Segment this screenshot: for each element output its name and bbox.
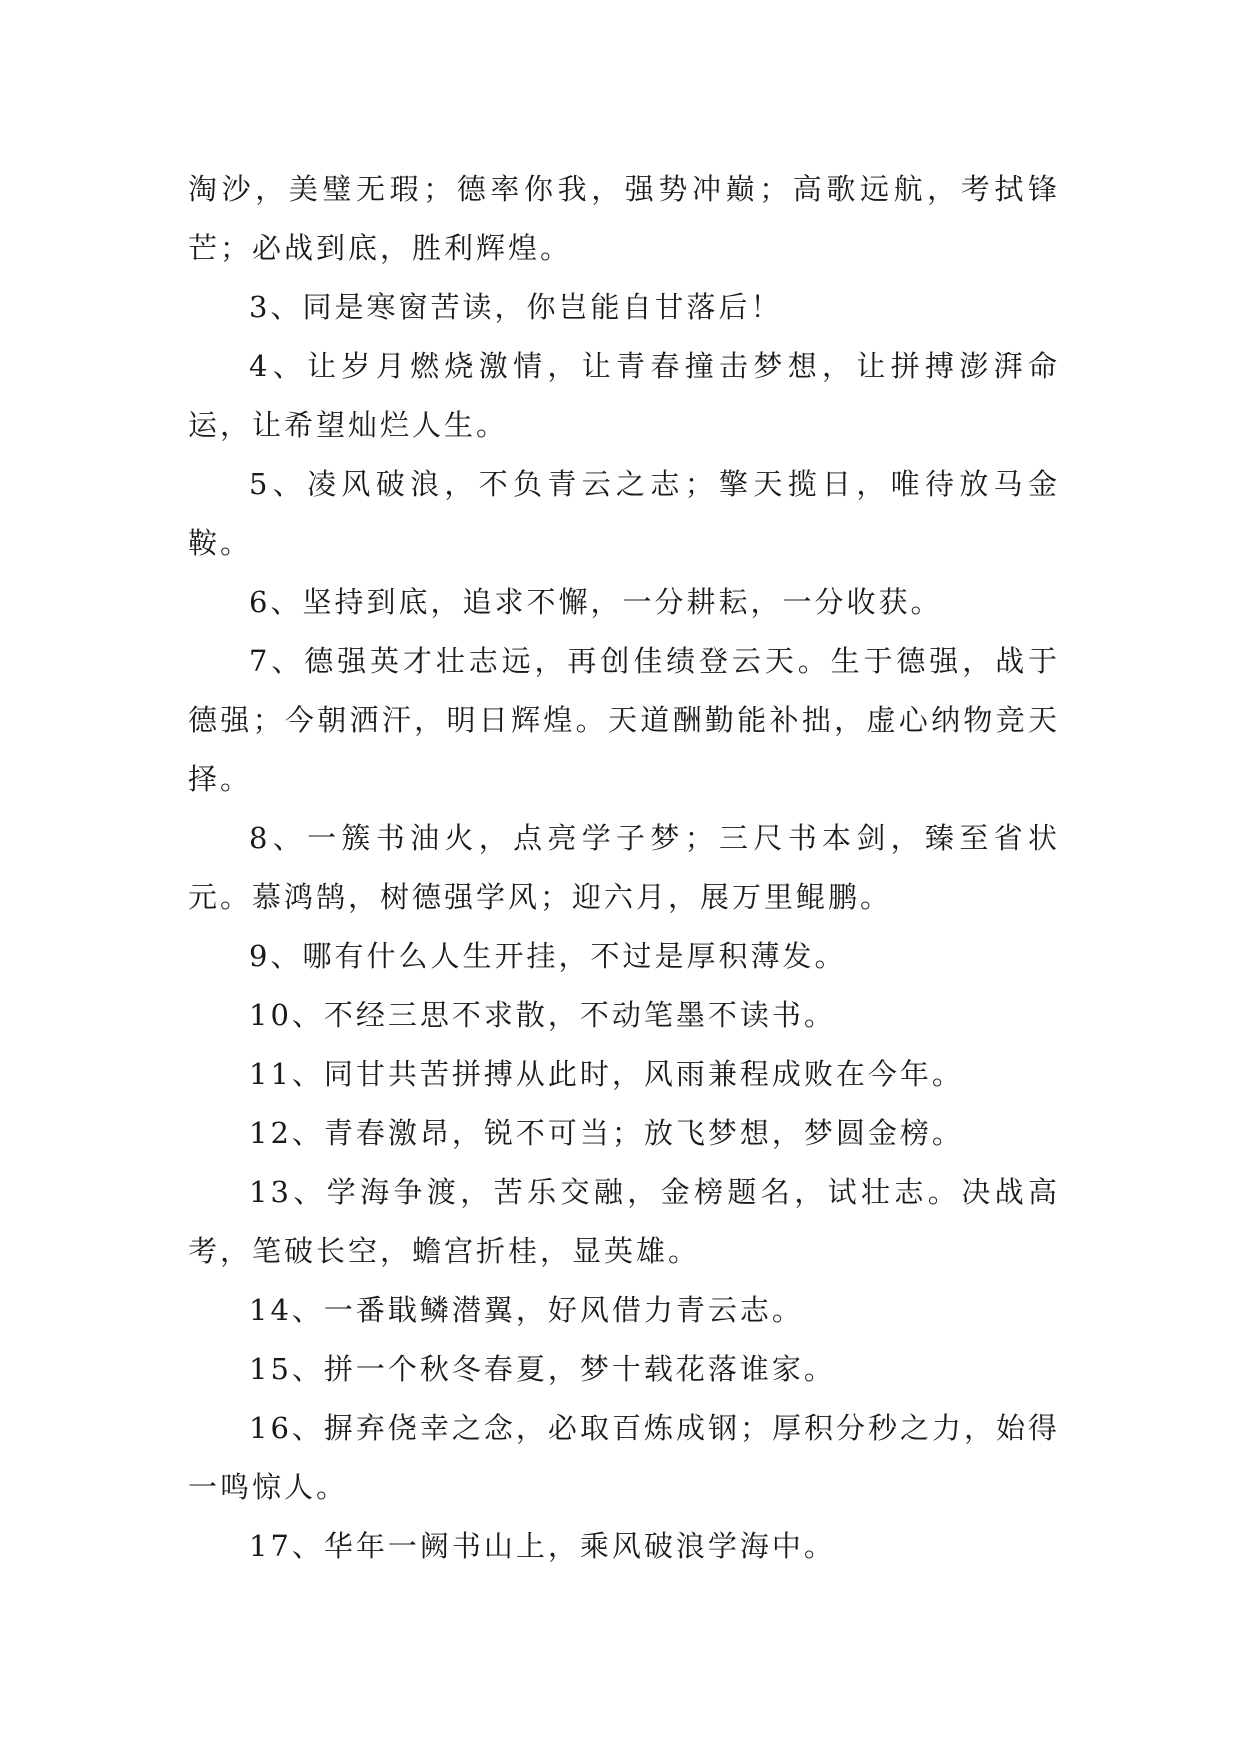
paragraph-item-8: 8、一簇书油火，点亮学子梦；三尺书本剑，臻至省状元。慕鸿鹄，树德强学风；迎六月，展万里鲲鹏。 [188, 821, 1060, 914]
paragraph-item-7: 7、德强英才壮志远，再创佳绩登云天。生于德强，战于德强；今朝洒汗，明日辉煌。天道酬勤能补拙，虚心纳物竞天择。 [188, 644, 1060, 796]
paragraph-item-3: 3、同是寒窗苦读，你岂能自甘落后！ [249, 290, 783, 324]
paragraph-item-9: 9、哪有什么人生开挂，不过是厚积薄发。 [249, 939, 847, 973]
paragraph-item-13: 13、学海争渡，苦乐交融，金榜题名，试壮志。决战高考，笔破长空，蟾宫折桂，显英雄。 [188, 1175, 1060, 1268]
paragraph-item-17: 17、华年一阙书山上，乘风破浪学海中。 [249, 1529, 836, 1563]
paragraph-item-5: 5、凌风破浪，不负青云之志；擎天揽日，唯待放马金鞍。 [188, 467, 1060, 560]
paragraph-item-6: 6、坚持到底，追求不懈，一分耕耘，一分收获。 [249, 585, 943, 619]
paragraph-item-11: 11、同甘共苦拼搏从此时，风雨兼程成败在今年。 [249, 1057, 964, 1091]
paragraph-continuation: 淘沙，美璧无瑕；德率你我，强势冲巅；高歌远航，考拭锋芒；必战到底，胜利辉煌。 [188, 172, 1060, 265]
paragraph-item-12: 12、青春激昂，锐不可当；放飞梦想，梦圆金榜。 [249, 1116, 964, 1150]
paragraph-item-15: 15、拼一个秋冬春夏，梦十载花落谁家。 [249, 1352, 836, 1386]
document-body [188, 160, 1060, 1576]
paragraph-item-16: 16、摒弃侥幸之念，必取百炼成钢；厚积分秒之力，始得一鸣惊人。 [188, 1411, 1060, 1504]
paragraph-item-14: 14、一番戢鳞潜翼，好风借力青云志。 [249, 1293, 804, 1327]
paragraph-item-4: 4、让岁月燃烧激情，让青春撞击梦想，让拼搏澎湃命运，让希望灿烂人生。 [188, 349, 1060, 442]
paragraph-item-10: 10、不经三思不求散，不动笔墨不读书。 [249, 998, 836, 1032]
